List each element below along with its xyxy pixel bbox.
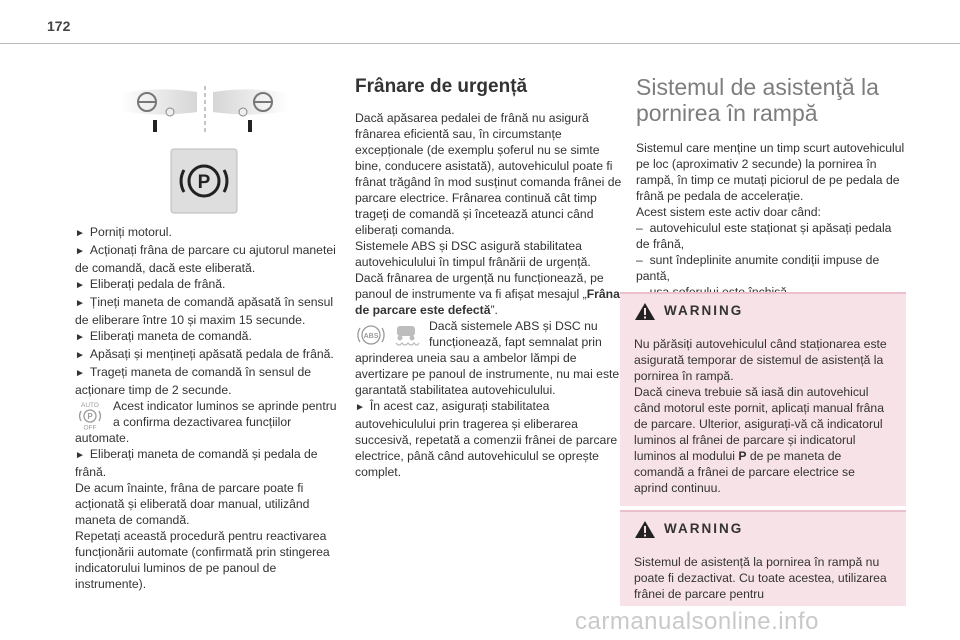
indicator-paragraph [75,398,341,446]
abs-dsc-text: Dacă sistemele ABS și DSC nu funcționează, fapt semnalat prin aprinderea uneia sau a ambelor lămpi de avertizare pe panoul de instrumente, nu mai este garantată stabilitatea autovehiculului. [355,319,620,397]
list-item [75,242,341,276]
section-title: Frânare de urgență [355,76,528,97]
step-text: Țineți maneta de comandă apăsată în sensul de eliberare între 10 și maxim 15 secunde. [75,295,334,327]
column-left [75,224,341,592]
arrow-bullet-icon: ► [75,246,85,257]
svg-text:P: P [87,412,93,421]
step-list [75,224,341,398]
step-text: Eliberați maneta de comandă. [89,329,252,343]
title-line: Sistemul de asistenţă la [636,74,879,100]
warning-triangle-icon [634,302,656,321]
list-item [75,328,341,346]
paragraph: Dacă apăsarea pedalei de frână nu asigură frânarea eficientă sau, în circumstanțe excepționale (de exemplu șoferul nu se simte bine, conducere asistată), autovehiculul poate fi frânat trăgând în mod susținut comanda frânei de parcare electrice. Frânarea continuă cât timp trageți de comandă și încetează atunci când eliberați comanda. [355,111,622,237]
step-text: În acest caz, asigurați stabilitatea autovehiculului prin tragerea și eliberarea succesivă, repetată a comenzii frânei de parcare electrice, până când autovehiculul se oprește complet. [355,399,618,479]
header-divider [0,43,960,44]
paragraph: Acest sistem este activ doar când: [636,205,821,219]
mode-letter: P [738,449,747,463]
warning-body [620,328,906,506]
list-item [75,346,341,364]
paragraph [634,384,892,496]
arrow-bullet-icon: ► [75,280,85,291]
step-text: Eliberați pedala de frână. [89,277,226,291]
list-item [75,294,341,328]
paragraph: Sistemul de asistență la pornirea în rampă nu poate fi dezactivat. Cu toate acestea, utilizarea frânei de parcare pentru [634,555,887,601]
condition-text: autovehiculul este staționat și apăsați pedala de frână, [636,221,892,251]
warning-header [620,512,906,546]
arrow-bullet-icon: ► [75,350,85,361]
paragraph: Nu părăsiți autovehiculul când staționarea este asigurată temporar de sistemul de asistență la pornirea în rampă. [634,337,887,383]
text-segment: Dacă frânarea de urgență nu funcționează, pe panoul de instrumente va fi afișat mesajul „ [355,271,604,301]
arrow-bullet-icon: ► [355,402,365,413]
svg-text:P: P [197,172,211,193]
list-item [75,224,341,242]
list-item [75,276,341,294]
text-segment: Dacă cineva trebuie să iasă din autovehicul când motorul este pornit, aplicați manual frâna de parcare. Ulterior, asigurați-vă că indicatorul luminos al frânei de parcare și indicatorul luminos al modului [634,385,884,463]
step-text: Trageți maneta de comandă în sensul de acționare timp de 2 secunde. [75,365,311,397]
title-line: pornirea în rampă [636,100,818,126]
paragraph: Sistemul care menține un timp scurt autovehiculul pe loc (aproximativ 2 secunde) la pornirea în rampă, în timp ce mutați piciorul de pe pedala de frână pe pedala de accelerație. [636,141,905,203]
section-title [636,74,906,126]
arrow-bullet-icon: ► [75,228,85,239]
column-right [636,74,906,300]
steering-wheel-illustration [115,84,295,136]
paragraph [355,270,623,318]
auto-off-indicator-icon [75,400,105,430]
svg-text:AUTO: AUTO [81,402,99,409]
condition-text: sunt îndeplinite anumite condiții impuse de pantă, [636,253,880,283]
warning-label: WARNING [664,521,744,536]
arrow-bullet-icon: ► [75,298,85,309]
step-text: Porniți motorul. [89,225,172,239]
step-text: Eliberați maneta de comandă și pedala de frână. [75,447,318,479]
list-item [75,446,341,480]
warning-header [620,294,906,328]
text-segment: de pe maneta de comandă a frânei de parcare electrice se aprind continuu. [634,449,855,495]
warning-box [620,292,906,506]
column-middle [355,76,623,480]
svg-text:OFF: OFF [83,424,97,430]
condition-item: – autovehiculul este staționat și apăsați pedala de frână, [636,221,892,251]
list-item [355,398,623,480]
paragraph: Repetați această procedură pentru reactivarea funcționării automate (confirmată prin stingerea indicatorului luminos de pe panoul de instrumente). [75,529,330,591]
list-item [75,364,341,398]
paragraph [355,318,623,398]
arrow-bullet-icon: ► [75,450,85,461]
step-text: Apăsați și mențineți apăsată pedala de frână. [89,347,334,361]
warning-body [620,546,906,606]
condition-item: – sunt îndeplinite anumite condiții impuse de pantă, [636,253,880,283]
warning-label: WARNING [664,303,744,318]
paragraph: De acum înainte, frâna de parcare poate fi acționată și eliberată doar manual, utilizând maneta de comandă. [75,481,310,527]
message-bold: Frâna de parcare este defectă [355,287,620,317]
step-text: Acționați frâna de parcare cu ajutorul manetei de comandă, dacă este eliberată. [75,243,336,275]
abs-dsc-warning-icons [355,320,423,350]
watermark: carmanualsonline.info [575,608,819,635]
arrow-bullet-icon: ► [75,368,85,379]
arrow-bullet-icon: ► [75,332,85,343]
paragraph: Sistemele ABS și DSC asigură stabilitatea autovehiculului în timpul frânării de urgență. [355,239,591,269]
indicator-text: Acest indicator luminos se aprinde pentru a confirma dezactivarea funcțiilor automate. [75,399,337,445]
parking-brake-icon [170,148,238,214]
svg-text:ABS: ABS [363,333,379,340]
text-segment: ”. [490,303,498,317]
warning-box [620,510,906,606]
warning-triangle-icon [634,520,656,539]
page-number: 172 [47,18,71,34]
